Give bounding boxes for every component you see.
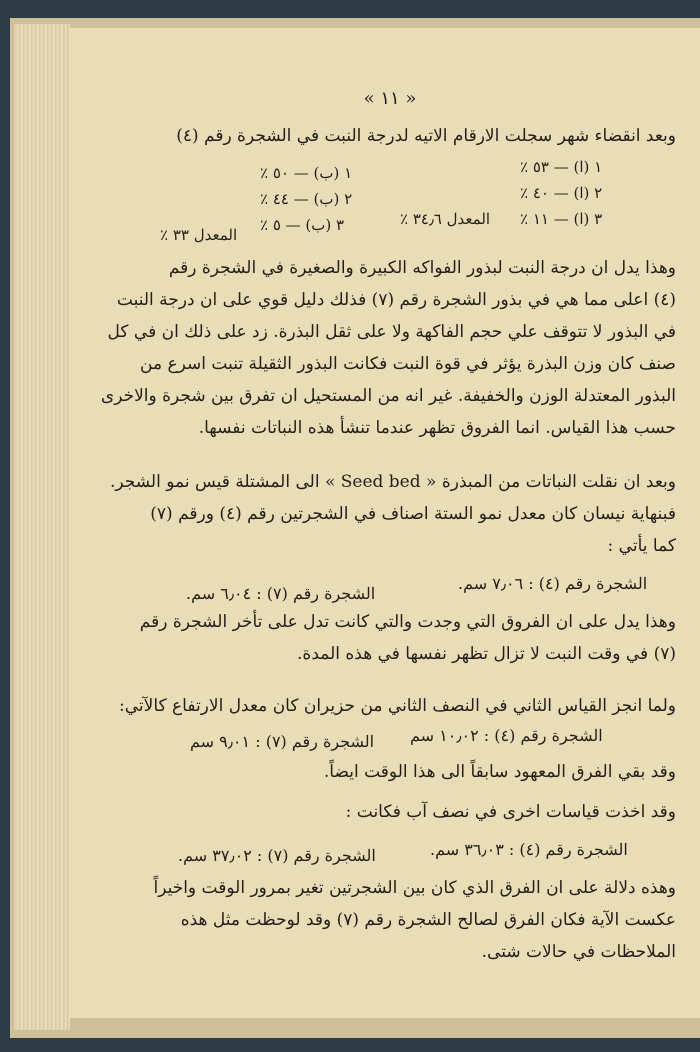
table-average-2: المعدل ٣٣ ٪: [160, 226, 238, 244]
paragraph-line: حسب هذا القياس. انما الفروق تظهر عندما تنشأ هذه النباتات نفسها.: [198, 418, 676, 438]
paragraph-line: وبعد ان نقلت النباتات من المبذرة « Seed bed » الى المشتلة قيس نمو الشجر.: [109, 472, 676, 492]
intro-line: وبعد انقضاء شهر سجلت الارقام الاتيه لدرجة النبت في الشجرة رقم (٤): [176, 126, 676, 146]
table-average-1: المعدل ٣٤٫٦ ٪: [400, 210, 491, 228]
page-edges: [14, 24, 70, 1030]
paragraph-line: في البذور لا تتوقف علي حجم الفاكهة ولا على ثقل البذرة. زد على ذلك ان في كل: [107, 322, 676, 342]
paragraph-line: البذور المعتدلة الوزن والخفيفة. غير انه من المستحيل ان تفرق بين شجرة والاخرى: [100, 386, 676, 406]
paragraph-line: وهذا يدل ان درجة النبت لبذور الفواكه الكبيرة والصغيرة في الشجرة رقم: [168, 258, 676, 278]
table-row: ١ (ا) — ٥٣ ٪: [520, 158, 603, 176]
paragraph-line: وقد اخذت قياسات اخرى في نصف آب فكانت :: [345, 802, 676, 822]
table-row: ١ (ب) — ٥٠ ٪: [260, 164, 353, 182]
page-number: « ١١ »: [363, 88, 417, 109]
paragraph-line: فبنهاية نيسان كان معدل نمو الستة اصناف في الشجرتين رقم (٤) ورقم (٧): [150, 504, 676, 524]
paragraph-line: كما يأتي :: [607, 536, 676, 556]
measurement-tree-7: الشجرة رقم (٧) : ٦٫٠٤ سم.: [186, 584, 376, 603]
paragraph-line: (٧) في وقت النبت لا تزال تظهر نفسها في هذه المدة.: [297, 644, 676, 664]
paragraph-line: الملاحظات في حالات شتى.: [481, 942, 676, 962]
measurement-tree-4: الشجرة رقم (٤) : ١٠٫٠٢ سم: [410, 726, 603, 745]
paragraph-line: وهذا يدل على ان الفروق التي وجدت والتي كانت تدل على تأخر الشجرة رقم: [139, 612, 676, 632]
paragraph-line: (٤) اعلى مما هي في بذور الشجرة رقم (٧) فذلك دليل قوي على ان درجة النبت: [116, 290, 676, 310]
table-row: ٣ (ا) — ١١ ٪: [520, 210, 603, 228]
paragraph-line: ولما انجز القياس الثاني في النصف الثاني من حزيران كان معدل الارتفاع كالآتي:: [119, 696, 676, 716]
table-row: ٣ (ب) — ٥ ٪: [260, 216, 345, 234]
measurement-tree-4: الشجرة رقم (٤) : ٣٦٫٠٣ سم.: [430, 840, 628, 859]
paragraph-line: وقد بقي الفرق المعهود سابقاً الى هذا الوقت ايضاً.: [323, 762, 676, 782]
measurement-tree-7: الشجرة رقم (٧) : ٩٫٠١ سم: [190, 732, 375, 751]
paragraph-line: وهذه دلالة على ان الفرق الذي كان بين الشجرتين تغير بمرور الوقت واخيراً: [153, 878, 676, 898]
paragraph-line: صنف كان وزن البذرة يؤثر في قوة النبت فكانت البذور الثقيلة تنبت اسرع من: [140, 354, 676, 374]
paragraph-line: عكست الآية فكان الفرق لصالح الشجرة رقم (٧) وقد لوحظت مثل هذه: [180, 910, 676, 930]
measurement-tree-7: الشجرة رقم (٧) : ٣٧٫٠٢ سم.: [178, 846, 376, 865]
table-row: ٢ (ا) — ٤٠ ٪: [520, 184, 603, 202]
table-row: ٢ (ب) — ٤٤ ٪: [260, 190, 353, 208]
measurement-tree-4: الشجرة رقم (٤) : ٧٫٠٦ سم.: [458, 574, 648, 593]
